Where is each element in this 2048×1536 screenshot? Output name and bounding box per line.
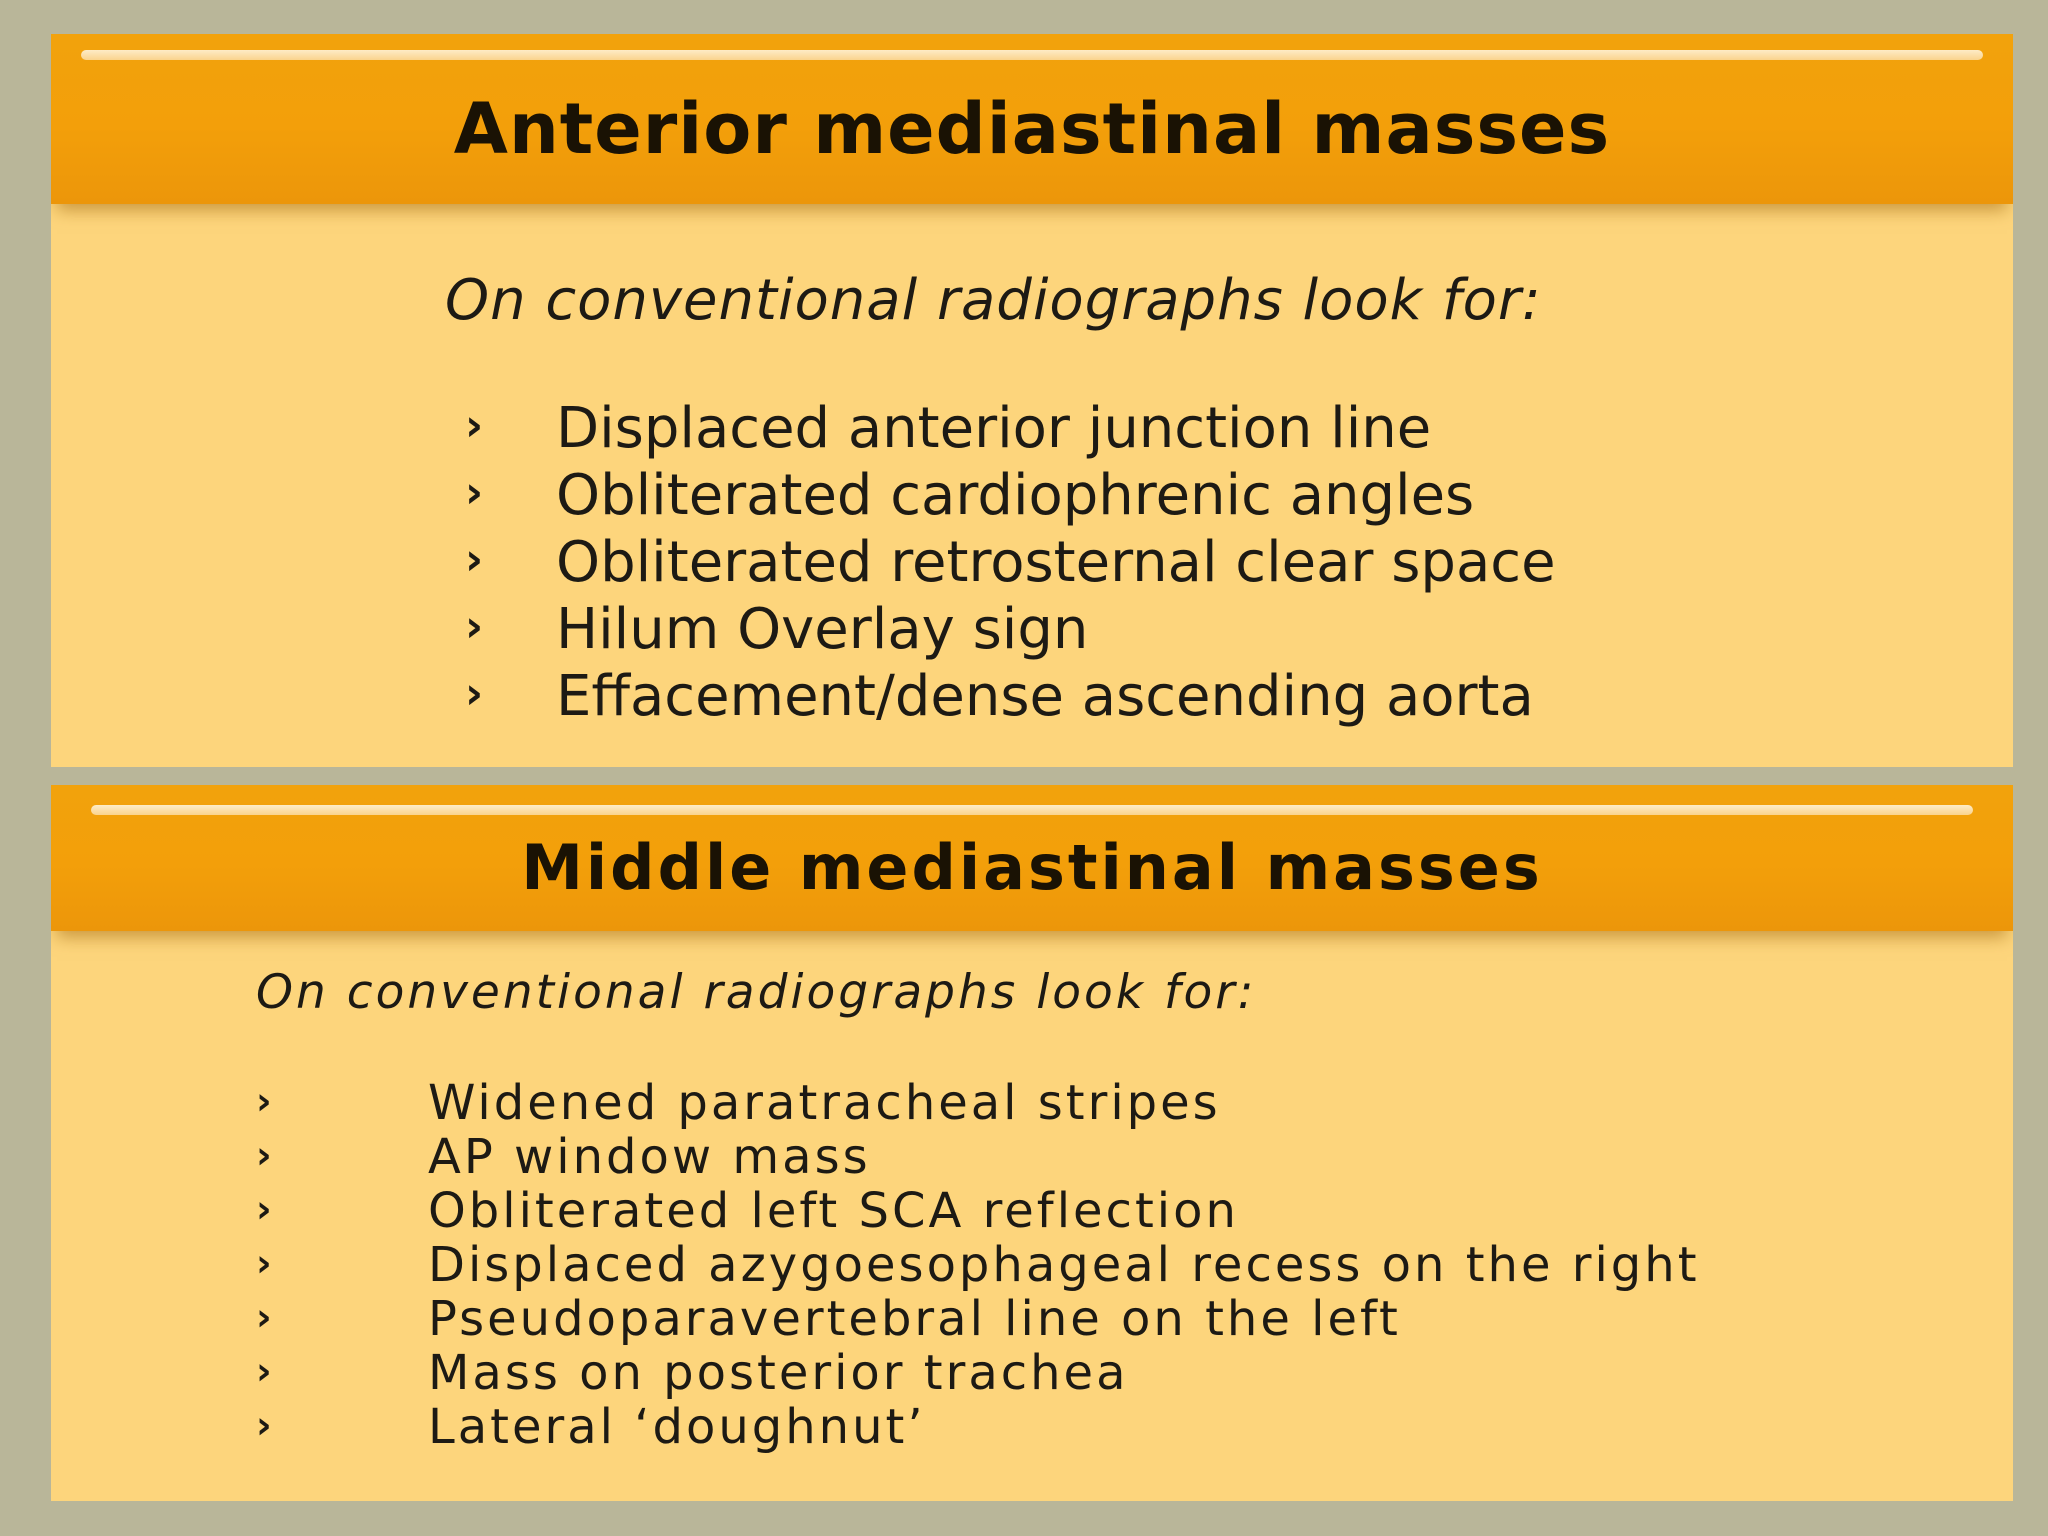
bullet-chevron-icon: › <box>256 1295 272 1339</box>
list-item-text: Obliterated retrosternal clear space <box>556 530 1556 595</box>
header-highlight <box>81 50 1983 60</box>
list-item-text: Obliterated cardiophrenic angles <box>556 463 1475 528</box>
list-item-text: AP window mass <box>428 1129 871 1185</box>
middle-subtitle: On conventional radiographs look for: <box>256 965 1257 1020</box>
bullet-chevron-icon: › <box>256 1403 272 1447</box>
middle-header-bar <box>51 785 2013 931</box>
bullet-chevron-icon: › <box>465 601 484 652</box>
bullet-chevron-icon: › <box>465 668 484 719</box>
middle-title: Middle mediastinal masses <box>521 831 1543 904</box>
bullet-chevron-icon: › <box>256 1133 272 1177</box>
middle-masses-panel <box>51 785 2013 1501</box>
anterior-title: Anterior mediastinal masses <box>453 88 1611 170</box>
list-item-text: Obliterated left SCA reflection <box>428 1183 1239 1239</box>
bullet-chevron-icon: › <box>256 1187 272 1231</box>
list-item-text: Lateral ‘doughnut’ <box>428 1399 926 1455</box>
list-item-text: Mass on posterior trachea <box>428 1345 1129 1401</box>
list-item-text: Displaced azygoesophageal recess on the right <box>428 1237 1700 1293</box>
bullet-chevron-icon: › <box>256 1241 272 1285</box>
list-item-text: Hilum Overlay sign <box>556 597 1089 662</box>
list-item-text: Pseudoparavertebral line on the left <box>428 1291 1401 1347</box>
anterior-header-bar <box>51 34 2013 204</box>
bullet-chevron-icon: › <box>256 1079 272 1123</box>
bullet-chevron-icon: › <box>465 467 484 518</box>
anterior-subtitle: On conventional radiographs look for: <box>445 268 1542 333</box>
list-item-text: Effacement/dense ascending aorta <box>556 664 1534 729</box>
list-item-text: Widened paratracheal stripes <box>428 1075 1221 1131</box>
anterior-masses-panel <box>51 34 2013 767</box>
bullet-chevron-icon: › <box>465 400 484 451</box>
bullet-chevron-icon: › <box>465 534 484 585</box>
bullet-chevron-icon: › <box>256 1349 272 1393</box>
list-item-text: Displaced anterior junction line <box>556 396 1432 461</box>
header-highlight <box>91 805 1973 815</box>
